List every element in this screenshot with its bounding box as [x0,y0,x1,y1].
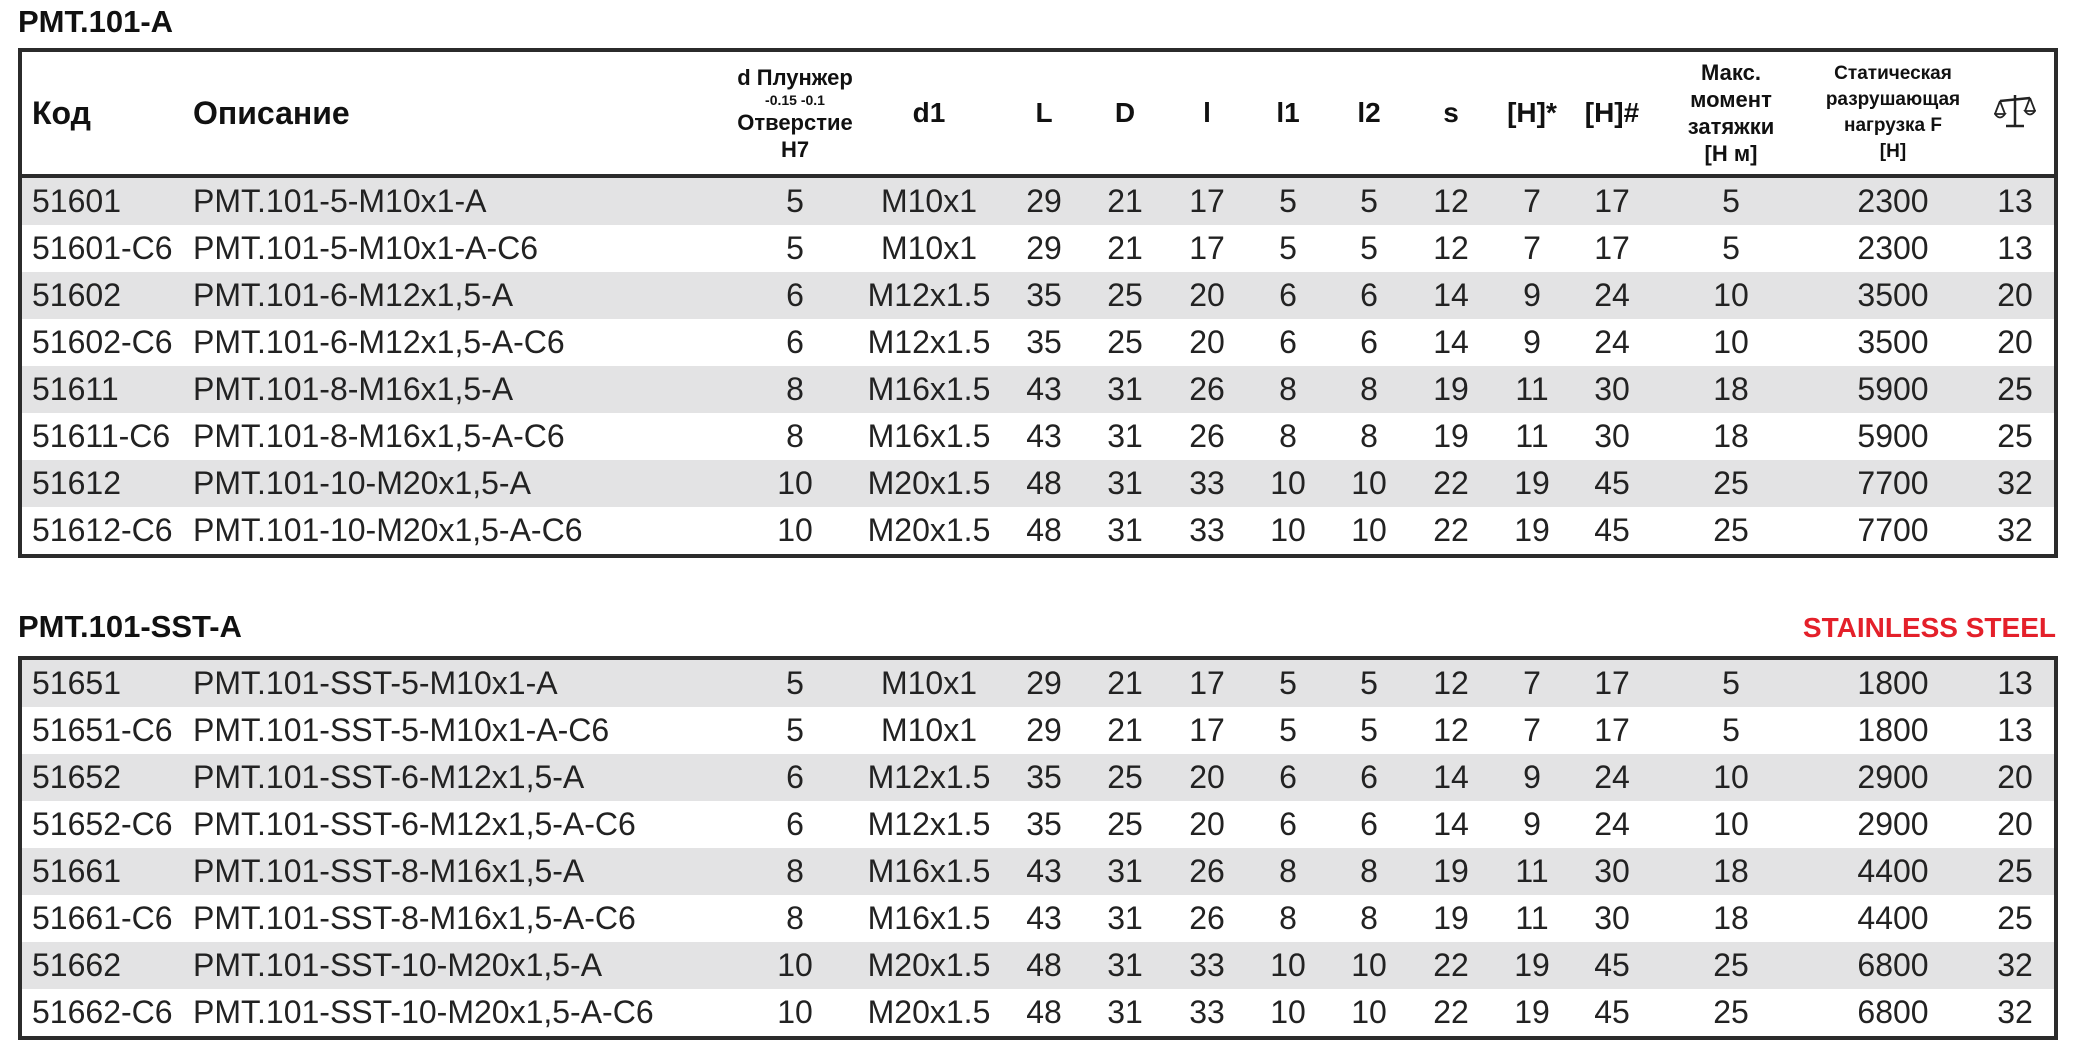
table-row [20,507,2056,556]
torque-line-3: затяжки [1687,114,1775,139]
table-cell: 10 [777,512,813,548]
table-cell: 7 [1523,712,1541,748]
table-body-pmt101a [20,176,2056,556]
table-cell: 8 [786,900,804,936]
table-cell: 5 [736,176,854,225]
table-cell: 10 [1652,272,1810,319]
table-cell: 13 [1997,712,2033,748]
table-row [20,460,2056,507]
table-cell: 10 [1270,512,1306,548]
table-cell: 12 [1433,230,1469,266]
table-cell: 9 [1523,806,1541,842]
table-cell: 3500 [1857,324,1929,360]
table-cell: 51662 [20,942,183,989]
load-line-4: [Н] [1879,141,1907,162]
product-table-pmt101-sst-a [18,656,2058,1040]
table-cell: 7 [1523,230,1541,266]
section-title-pmt101-sst-a: PMT.101-SST-A [18,609,242,644]
table-cell: PMT.101-8-M16x1,5-A [183,366,736,413]
table-cell: 10 [1328,460,1410,507]
table-cell: 43 [1004,366,1084,413]
table-cell: 9 [1492,754,1572,801]
table-cell: PMT.101-SST-8-M16x1,5-A-C6 [193,900,636,936]
table-cell: M10x1 [880,230,978,266]
table-row [20,942,2056,989]
table-cell: 8 [1328,848,1410,895]
table-cell: 7700 [1857,512,1929,548]
table-cell: 8 [1360,900,1378,936]
table-cell: 6 [1279,324,1297,360]
table-row [20,754,2056,801]
table-cell: PMT.101-SST-5-M10x1-A-C6 [193,712,610,748]
table-cell: 11 [1515,900,1549,936]
table-cell: M12x1.5 [867,324,991,360]
table-cell: 35 [1004,754,1084,801]
load-line-1: Статическая [1834,63,1952,84]
table-cell: 5 [786,712,804,748]
table-cell: 8 [1279,418,1297,454]
table-cell: 10 [1328,942,1410,989]
table-cell: 45 [1594,994,1630,1030]
col-header-weight [1976,50,2056,176]
table-cell: 10 [1248,460,1328,507]
table-cell: 51661-C6 [32,900,173,936]
table-cell: 22 [1433,994,1469,1030]
table-cell: 10 [1270,994,1306,1030]
table-cell: 22 [1410,942,1492,989]
table-cell: 26 [1189,900,1225,936]
col-header-L: L [1004,50,1084,176]
table-cell: 29 [1026,712,1062,748]
table-cell: 6 [736,272,854,319]
table-cell: 25 [1084,272,1166,319]
table-cell: PMT.101-5-M10x1-A [183,176,736,225]
table-cell: 5900 [1857,418,1929,454]
table-cell: 6 [1328,272,1410,319]
col-header-h-hash: [H]# [1572,50,1652,176]
table-cell: 20 [1166,754,1248,801]
col-header-d-plunger [736,50,854,176]
table-cell: 20 [1189,806,1225,842]
table-cell: 6800 [1857,994,1929,1030]
table-cell: 10 [1652,754,1810,801]
table-cell: M16x1.5 [867,900,991,936]
load-line-3: нагрузка F [1843,115,1943,136]
table-row [20,989,2056,1038]
table-cell: 5900 [1810,366,1976,413]
table-row [20,319,2056,366]
table-cell: 6 [736,754,854,801]
table-cell: 8 [1248,848,1328,895]
table-row [20,413,2056,460]
table-cell: 31 [1107,900,1143,936]
table-cell: 8 [786,418,804,454]
table-cell: M20x1.5 [867,512,991,548]
table-cell: M16x1.5 [854,366,1004,413]
table-cell: PMT.101-5-M10x1-A-C6 [193,230,538,266]
table-cell: PMT.101-SST-6-M12x1,5-A [183,754,736,801]
table-cell: M20x1.5 [854,942,1004,989]
table-cell: 9 [1523,324,1541,360]
table-cell: 51602 [20,272,183,319]
table-cell: 17 [1594,230,1630,266]
table-cell: 12 [1433,712,1469,748]
table-row [20,225,2056,272]
table-cell: 35 [1026,806,1062,842]
table-cell: 20 [1976,754,2056,801]
table-cell: 51651-C6 [32,712,173,748]
table-cell: 21 [1107,712,1143,748]
table-cell: 14 [1433,324,1469,360]
table-cell: 5 [1652,176,1810,225]
table-cell: PMT.101-SST-10-M20x1,5-A [183,942,736,989]
col-header-d1: d1 [854,50,1004,176]
table-cell: 6 [1328,754,1410,801]
table-cell: 18 [1713,418,1749,454]
table-cell: 31 [1107,994,1143,1030]
col-header-static-load [1810,50,1976,176]
table-cell: 25 [1652,460,1810,507]
table-cell: 33 [1189,994,1225,1030]
table-cell: PMT.101-SST-6-M12x1,5-A-C6 [193,806,636,842]
table-cell: 51612 [20,460,183,507]
col-header-D: D [1084,50,1166,176]
table-cell: 43 [1026,418,1062,454]
table-cell: 24 [1572,272,1652,319]
table-cell: 48 [1004,942,1084,989]
table-cell: 25 [1084,754,1166,801]
table-cell: 10 [1351,512,1387,548]
table-cell: 31 [1084,366,1166,413]
table-cell: 48 [1004,460,1084,507]
table-cell: 17 [1166,658,1248,707]
table-cell: 11 [1515,418,1549,454]
table-cell: 25 [1652,942,1810,989]
table-cell: 1800 [1857,712,1929,748]
table-cell: 24 [1572,754,1652,801]
table-cell: 21 [1107,230,1143,266]
table-cell: 13 [1976,176,2056,225]
table-cell: 19 [1492,460,1572,507]
table-cell: 51602-C6 [32,324,173,360]
load-line-2: разрушающая [1825,89,1961,110]
table-cell: 5 [1328,176,1410,225]
table-cell: 5 [736,658,854,707]
table-cell: 25 [1997,418,2033,454]
table-cell: 20 [1166,272,1248,319]
table-row [20,272,2056,319]
table-cell: 32 [1997,994,2033,1030]
d-plunger-label: d Плунжер [737,64,853,90]
table-cell: PMT.101-6-M12x1,5-A-C6 [193,324,565,360]
table-cell: M10x1 [854,658,1004,707]
table-cell: 7700 [1810,460,1976,507]
table-cell: 26 [1166,848,1248,895]
table-cell: 22 [1410,460,1492,507]
table-cell: 10 [736,942,854,989]
table-cell: 14 [1433,806,1469,842]
table-cell: 8 [736,366,854,413]
table-cell: 26 [1189,418,1225,454]
table-header-row [20,50,2056,176]
table-cell: 6 [1248,272,1328,319]
table-cell: 10 [1351,994,1387,1030]
table-cell: 4400 [1857,900,1929,936]
table-cell: 48 [1026,994,1062,1030]
col-header-l1: l1 [1248,50,1328,176]
table-cell: 24 [1594,806,1630,842]
table-cell: M16x1.5 [867,418,991,454]
table-cell: 29 [1004,658,1084,707]
table-cell: 18 [1713,900,1749,936]
table-cell: 43 [1026,900,1062,936]
table-cell: 5 [1722,230,1740,266]
table-cell: 19 [1492,942,1572,989]
table-cell: 31 [1084,848,1166,895]
table-cell: 6800 [1810,942,1976,989]
table-cell: 18 [1652,366,1810,413]
table-cell: 7 [1492,176,1572,225]
table-cell: 20 [1997,806,2033,842]
table-cell: PMT.101-10-M20x1,5-A [183,460,736,507]
table-cell: 6 [1279,806,1297,842]
table-cell: 30 [1572,366,1652,413]
table-cell: 6 [786,806,804,842]
table-cell: 13 [1976,658,2056,707]
table-cell: 25 [1976,848,2056,895]
table-cell: 32 [1997,512,2033,548]
torque-line-1: Макс. [1701,60,1761,85]
table-cell: 25 [1107,806,1143,842]
table-cell: 5 [1722,712,1740,748]
table-cell: 21 [1084,176,1166,225]
table-cell: 31 [1107,512,1143,548]
table-cell: 10 [1713,806,1749,842]
table-cell: 25 [1713,512,1749,548]
table-cell: 4400 [1810,848,1976,895]
table-cell: 30 [1594,900,1630,936]
table-cell: 5 [786,230,804,266]
table-cell: 26 [1166,366,1248,413]
table-cell: 19 [1514,994,1550,1030]
table-cell: 6 [1248,754,1328,801]
table-cell: 5 [1248,658,1328,707]
table-body-pmt101-sst-a [20,658,2056,1038]
table-cell: M12x1.5 [854,754,1004,801]
table-cell: 20 [1189,324,1225,360]
table-cell: 2900 [1810,754,1976,801]
table-cell: 10 [1248,942,1328,989]
table-cell: PMT.101-SST-5-M10x1-A [183,658,736,707]
table-cell: 51611 [20,366,183,413]
table-cell: 25 [1107,324,1143,360]
table-cell: 31 [1084,460,1166,507]
table-cell: 12 [1410,176,1492,225]
table-cell: 31 [1084,942,1166,989]
table-cell: 17 [1166,176,1248,225]
table-cell: 8 [1360,418,1378,454]
table-cell: 25 [1713,994,1749,1030]
table-row [20,366,2056,413]
table-cell: 10 [1713,324,1749,360]
torque-line-4: [Н м] [1704,141,1758,166]
table-cell: 33 [1166,460,1248,507]
table-cell: 51612-C6 [32,512,173,548]
table-cell: M10x1 [880,712,978,748]
table-cell: 20 [1976,272,2056,319]
table-cell: 5 [1652,658,1810,707]
table-cell: 10 [736,460,854,507]
table-row [20,895,2056,942]
table-cell: PMT.101-6-M12x1,5-A [183,272,736,319]
table-cell: 17 [1189,230,1225,266]
table-cell: 17 [1594,712,1630,748]
table-cell: 51651 [20,658,183,707]
table-cell: 6 [1360,806,1378,842]
table-cell: 29 [1004,176,1084,225]
table-cell: 30 [1594,418,1630,454]
table-cell: 45 [1594,512,1630,548]
table-cell: 19 [1514,512,1550,548]
table-cell: 19 [1433,418,1469,454]
table-cell: 31 [1107,418,1143,454]
table-cell: M20x1.5 [854,460,1004,507]
table-cell: 35 [1004,272,1084,319]
table-cell: 14 [1410,754,1492,801]
table-cell: 3500 [1810,272,1976,319]
table-cell: 12 [1410,658,1492,707]
table-cell: 32 [1976,460,2056,507]
scale-icon [1994,91,2036,129]
col-header-h-star: [H]* [1492,50,1572,176]
table-cell: 5 [1360,230,1378,266]
table-cell: 14 [1410,272,1492,319]
table-cell: 8 [1248,366,1328,413]
table-cell: 2300 [1810,176,1976,225]
table-cell: M10x1 [854,176,1004,225]
table-row [20,707,2056,754]
table-cell: 5 [1279,230,1297,266]
table-row [20,176,2056,225]
table-cell: 19 [1433,900,1469,936]
d-tolerance-label: -0.15 -0.1 [765,91,825,108]
table-cell: 25 [1976,366,2056,413]
table-cell: 19 [1410,848,1492,895]
table-cell: 29 [1026,230,1062,266]
table-cell: 19 [1410,366,1492,413]
table-cell: 2900 [1857,806,1929,842]
table-cell: 30 [1572,848,1652,895]
table-cell: 6 [786,324,804,360]
table-cell: 51661 [20,848,183,895]
col-header-torque [1652,50,1810,176]
table-cell: M16x1.5 [854,848,1004,895]
table-cell: M12x1.5 [854,272,1004,319]
stainless-steel-badge: STAINLESS STEEL [1802,612,2056,643]
table-cell: PMT.101-SST-10-M20x1,5-A-C6 [193,994,654,1030]
table-cell: 45 [1572,460,1652,507]
table-cell: 8 [1279,900,1297,936]
table-cell: M12x1.5 [867,806,991,842]
table-cell: 7 [1492,658,1572,707]
table-cell: 8 [736,848,854,895]
table-cell: 17 [1572,658,1652,707]
table-cell: 33 [1166,942,1248,989]
table-cell: PMT.101-SST-8-M16x1,5-A [183,848,736,895]
table-cell: 5 [1248,176,1328,225]
product-table-pmt101a [18,48,2058,558]
table-cell: 5 [1279,712,1297,748]
torque-line-2: момент [1690,87,1772,112]
col-header-l2: l2 [1328,50,1410,176]
col-header-l: l [1166,50,1248,176]
table-cell: M20x1.5 [867,994,991,1030]
table-cell: 25 [1997,900,2033,936]
table-row [20,658,2056,707]
table-cell: 33 [1189,512,1225,548]
table-cell: 18 [1652,848,1810,895]
table-row [20,848,2056,895]
table-cell: 9 [1492,272,1572,319]
table-cell: 6 [1360,324,1378,360]
table-cell: 2300 [1857,230,1929,266]
table-cell: 24 [1594,324,1630,360]
col-header-s: s [1410,50,1492,176]
table-cell: 51662-C6 [32,994,173,1030]
table-cell: 10 [777,994,813,1030]
section-title-pmt101a: PMT.101-A [18,4,174,39]
table-cell: 35 [1026,324,1062,360]
table-cell: 5 [1328,658,1410,707]
table-cell: 17 [1189,712,1225,748]
table-cell: 22 [1433,512,1469,548]
table-row [20,801,2056,848]
table-cell: 51601 [20,176,183,225]
table-cell: 51652 [20,754,183,801]
table-cell: PMT.101-8-M16x1,5-A-C6 [193,418,565,454]
d-bore-label: Отверстие H7 [737,109,853,162]
table-cell: 48 [1026,512,1062,548]
table-cell: 43 [1004,848,1084,895]
table-cell: 8 [1328,366,1410,413]
table-cell: 51611-C6 [32,418,171,454]
table-cell: 20 [1997,324,2033,360]
table-cell: 51652-C6 [32,806,173,842]
table-cell: 45 [1572,942,1652,989]
table-cell: 5 [1360,712,1378,748]
table-cell: 1800 [1810,658,1976,707]
table-cell: 13 [1997,230,2033,266]
table-cell: 11 [1492,366,1572,413]
col-header-description: Описание [183,50,736,176]
table-cell: 21 [1084,658,1166,707]
table-cell: 32 [1976,942,2056,989]
col-header-code: Код [20,50,183,176]
table-cell: 11 [1492,848,1572,895]
table-cell: 51601-C6 [32,230,173,266]
table-cell: 17 [1572,176,1652,225]
table-cell: PMT.101-10-M20x1,5-A-C6 [193,512,583,548]
